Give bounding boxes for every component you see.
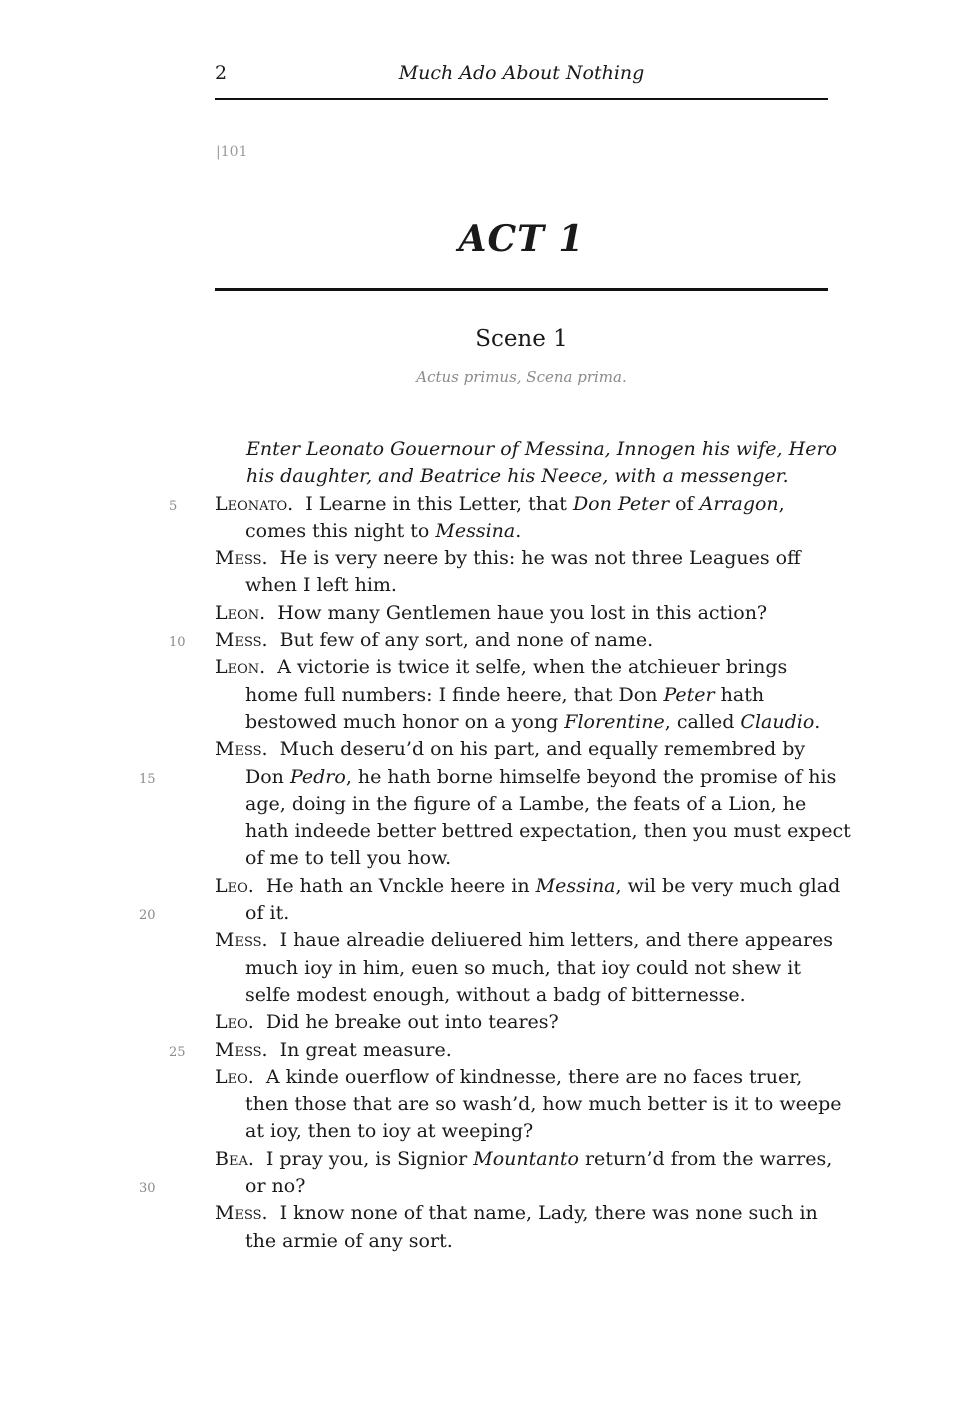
line-number: 5 (169, 498, 178, 514)
speech-line: Bea. I pray you, is Signior Mountanto return’d from the warres, (215, 1147, 833, 1170)
speech-continuation-line: when I left him. (245, 574, 397, 597)
speech-line: Mess. I haue alreadie deliuered him letters, and there appeares (215, 929, 834, 952)
speech-line: Leo. A kinde ouerflow of kindnesse, there are no faces truer, (215, 1065, 803, 1088)
through-line-number-marker: |101 (216, 144, 248, 160)
speaker-name: Mess. (215, 629, 268, 652)
speech-continuation-line: comes this night to Messina. (245, 519, 522, 542)
speech-continuation-line: at ioy, then to ioy at weeping? (245, 1120, 534, 1143)
speech-line: Leon. How many Gentlemen haue you lost in this action? (215, 601, 768, 624)
speaker-name: Leon. (215, 601, 266, 624)
line-number: 20 (139, 908, 156, 924)
running-title: Much Ado About Nothing (398, 62, 645, 84)
speech-continuation-line: much ioy in him, euen so much, that ioy could not shew it (245, 956, 802, 979)
speech-continuation-line: selfe modest enough, without a badg of bitternesse. (245, 983, 746, 1006)
speech-continuation-line: bestowed much honor on a yong Florentine, called Claudio. (245, 710, 821, 733)
speaker-name: Mess. (215, 1038, 268, 1061)
speech-continuation-line: of me to tell you how. (245, 847, 452, 870)
line-number: 30 (139, 1181, 156, 1197)
stage-direction-line: his daughter, and Beatrice his Neece, with a messenger. (246, 465, 789, 488)
act-title: ACT 1 (458, 218, 585, 260)
line-number: 25 (169, 1044, 186, 1060)
speaker-name: Leo. (215, 1065, 254, 1088)
speech-continuation-line: hath indeede better bettred expectation, then you must expect (245, 820, 851, 843)
speech-line: 10 Mess. But few of any sort, and none of name. (215, 627, 828, 654)
speech-line: Mess. He is very neere by this: he was not three Leagues off (215, 547, 801, 570)
speech-continuation-line: 30 or no? (215, 1173, 828, 1200)
speech-continuation-line: home full numbers: I finde heere, that Don Peter hath (245, 683, 765, 706)
scene-title: Scene 1 (475, 326, 568, 352)
speech-line: Leon. A victorie is twice it selfe, when the atchieuer brings (215, 656, 788, 679)
play-text (139, 436, 851, 1255)
speech-continuation-line: 15 Don Pedro, he hath borne himselfe beyond the promise of his (215, 764, 828, 791)
header-rule (215, 98, 828, 100)
speech-continuation-line: 20 of it. (215, 900, 828, 927)
speaker-name: Mess. (215, 738, 268, 761)
running-head (215, 62, 828, 92)
speech-continuation-line: age, doing in the figure of a Lambe, the feats of a Lion, he (245, 792, 807, 815)
speaker-name: Mess. (215, 929, 268, 952)
speaker-name: Mess. (215, 547, 268, 570)
speaker-name: Bea. (215, 1147, 254, 1170)
speech-line: Mess. Much deseru’d on his part, and equally remembred by (215, 738, 806, 761)
stage-direction-line: Enter Leonato Gouernour of Messina, Innogen his wife, Hero (246, 438, 837, 460)
speech-line: 5 Leonato. I Learne in this Letter, that Don Peter of Arragon, (215, 491, 828, 518)
speech-line: Leo. He hath an Vnckle heere in Messina, wil be very much glad (215, 874, 841, 897)
line-number: 10 (169, 635, 186, 651)
speaker-name: Leo. (215, 874, 254, 897)
speech-line: 25 Mess. In great measure. (215, 1037, 828, 1064)
page-number: 2 (215, 62, 228, 84)
speech-continuation-line: the armie of any sort. (245, 1229, 453, 1252)
speech-line: Leo. Did he breake out into teares? (215, 1011, 559, 1034)
line-number: 15 (139, 771, 156, 787)
act-rule (215, 288, 828, 291)
speaker-name: Leonato. (215, 492, 294, 515)
speaker-name: Leon. (215, 656, 266, 679)
speech-continuation-line: then those that are so wash’d, how much better is it to weepe (245, 1093, 842, 1116)
speech-line: Mess. I know none of that name, Lady, there was none such in (215, 1202, 818, 1225)
speaker-name: Leo. (215, 1011, 254, 1034)
scene-subtitle: Actus primus, Scena prima. (416, 368, 627, 386)
speaker-name: Mess. (215, 1202, 268, 1225)
